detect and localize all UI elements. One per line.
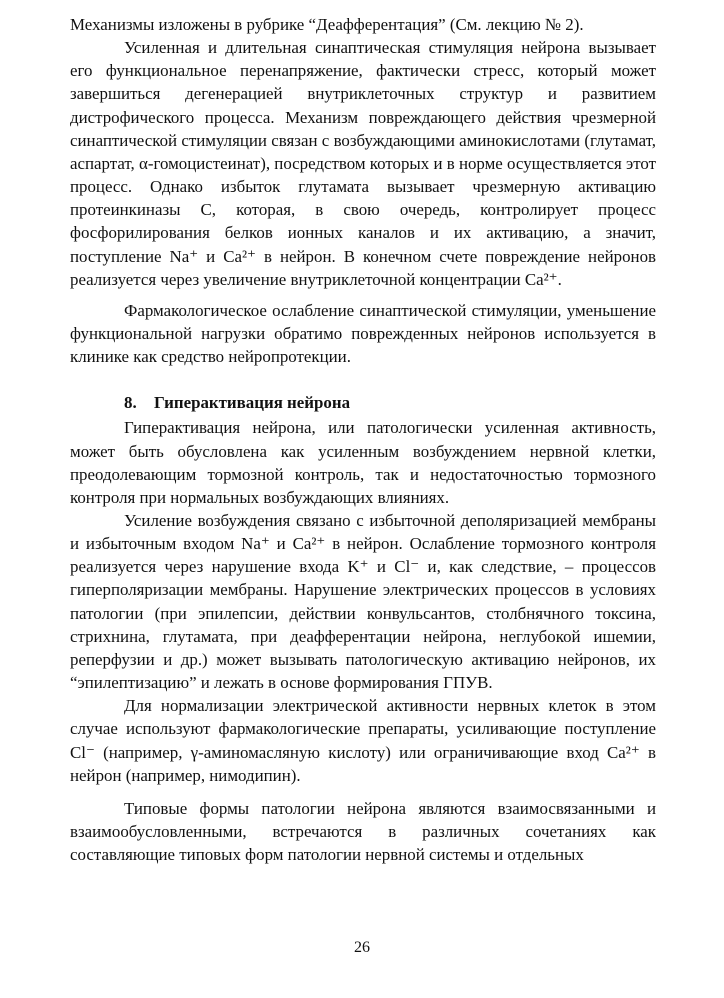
page-number: 26 <box>354 939 370 956</box>
paragraph: Гиперактивация нейрона, или патологически усиленная активность, может быть обусловлена как усиленным возбуждением нервной клетки, преодолевающим тормозной контроль, так и недостаточностью тормозного контроля при нормальных возбуждающих влияниях. <box>70 418 656 507</box>
section-heading <box>70 391 656 414</box>
paragraph: Механизмы изложены в рубрике “Деафферентация” (См. лекцию № 2). <box>70 15 584 34</box>
text-block-top <box>70 13 656 368</box>
paragraph: Усиленная и длительная синаптическая стимуляция нейрона вызывает его функциональное перенапряжение, фактически стресс, который может завершиться дегенерацией внутриклеточных структур и развитием дистрофического процесса. Механизм повреждающего действия чрезмерной синаптической стимуляции связан с возбуждающими аминокислотами (глутамат, аспартат, α-гомоцистеинат), посредством которых и в норме осуществляется этот процесс. Однако избыток глутамата вызывает чрезмерную активацию протеинкиназы С, которая, в свою очередь, контролирует процесс фосфорилирования белков ионных каналов и их активацию, а значит, поступление Na⁺ и Ca²⁺ в нейрон. В конечном счете повреждение нейронов реализуется через увеличение внутриклеточной концентрации Ca²⁺. <box>70 38 656 289</box>
text-block-bottom <box>70 416 656 866</box>
section-number: 8. <box>124 393 137 413</box>
paragraph: Усиление возбуждения связано с избыточной деполяризацией мембраны и избыточным входом Na⁺ и Ca²⁺ в нейрон. Ослабление тормозного контроля реализуется через нарушение входа K⁺ и Cl⁻ и, как следствие, – процессов гиперполяризации мембраны. Нарушение электрических процессов в условиях патологии (при эпилепсии, действии конвульсантов, столбнячного токсина, стрихнина, глутамата, при деафферентации нейрона, неглубокой ишемии, реперфузии и др.) может вызывать патологическую активацию нейронов, их “эпилептизацию” и лежать в основе формирования ГПУВ. <box>70 510 656 693</box>
section-title: Гиперактивация нейрона <box>154 393 351 413</box>
paragraph: Типовые формы патологии нейрона являются взаимосвязанными и взаимообусловленными, встречаются в различных сочетаниях как составляющие типовых форм патологии нервной системы и отдельных <box>70 798 656 865</box>
paragraph: Фармакологическое ослабление синаптической стимуляции, уменьшение функциональной нагрузки обратимо поврежденных нейронов используется в клинике как средство нейропротекции. <box>70 300 656 367</box>
paragraph: Для нормализации электрической активности нервных клеток в этом случае используют фармакологические препараты, усиливающие поступление Cl⁻ (например, γ-аминомасляную кислоту) или ограничивающие вход Ca²⁺ в нейрон (например, нимодипин). <box>70 696 656 785</box>
